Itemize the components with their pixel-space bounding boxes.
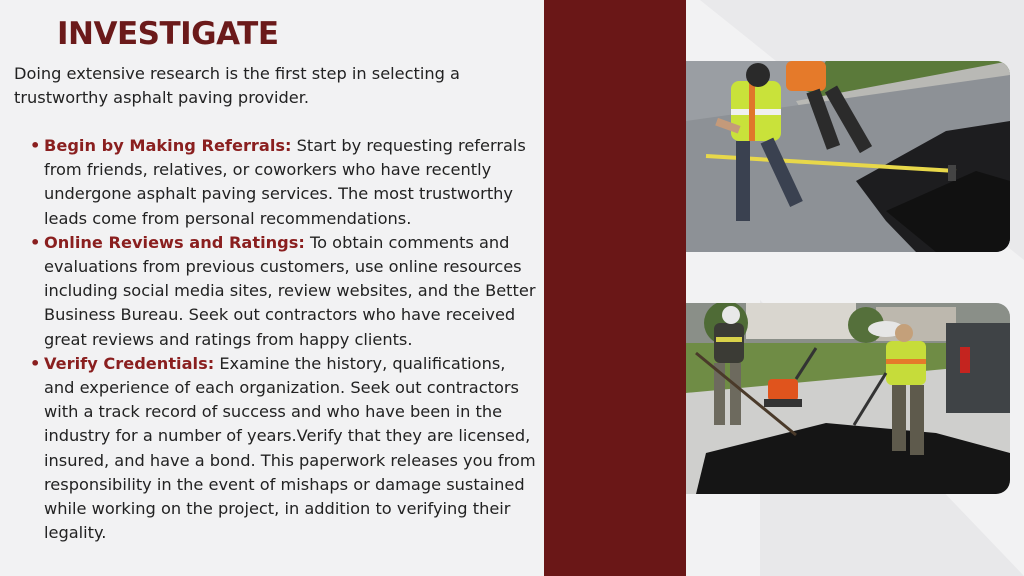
bullet-text: To obtain comments and evaluations from previous customers, use online resources including social media sites, review websites, and the Better Business Bureau. Seek out contractors who have received great reviews and ratings from happy clients. bbox=[44, 232, 536, 349]
list-item bbox=[30, 134, 538, 231]
bullet-icon: • bbox=[30, 232, 41, 252]
workers-compacting-asphalt-photo bbox=[686, 303, 1010, 494]
bullet-text: Start by requesting referrals from friends, relatives, or coworkers who have recently undergone asphalt paving services. The most trustworthy leads come from personal recommendations. bbox=[44, 136, 526, 228]
intro-paragraph: Doing extensive research is the first step in selecting a trustworthy asphalt paving provider. bbox=[14, 64, 460, 108]
bullet-icon: • bbox=[30, 353, 41, 373]
accent-band bbox=[544, 0, 686, 576]
list-item bbox=[30, 231, 538, 352]
bullet-heading: Begin by Making Referrals: bbox=[44, 136, 292, 155]
bullet-heading: Online Reviews and Ratings: bbox=[44, 232, 305, 252]
bullet-heading: Verify Credentials: bbox=[44, 353, 215, 373]
workers-raking-asphalt-photo bbox=[686, 61, 1010, 252]
bullet-list bbox=[30, 134, 538, 545]
bullet-text: Examine the history, qualifications, and experience of each organization. Seek out contractors with a track record of success and who have been in the industry for a number of years.Verify that they are licensed, insured, and have a bond. This paperwork releases you from responsibility in the event of mishaps or damage sustained while working on the project, in addition to verifying their legality. bbox=[44, 353, 536, 543]
page-title: INVESTIGATE bbox=[57, 16, 279, 52]
list-item bbox=[30, 352, 538, 546]
bullet-icon: • bbox=[30, 136, 41, 155]
